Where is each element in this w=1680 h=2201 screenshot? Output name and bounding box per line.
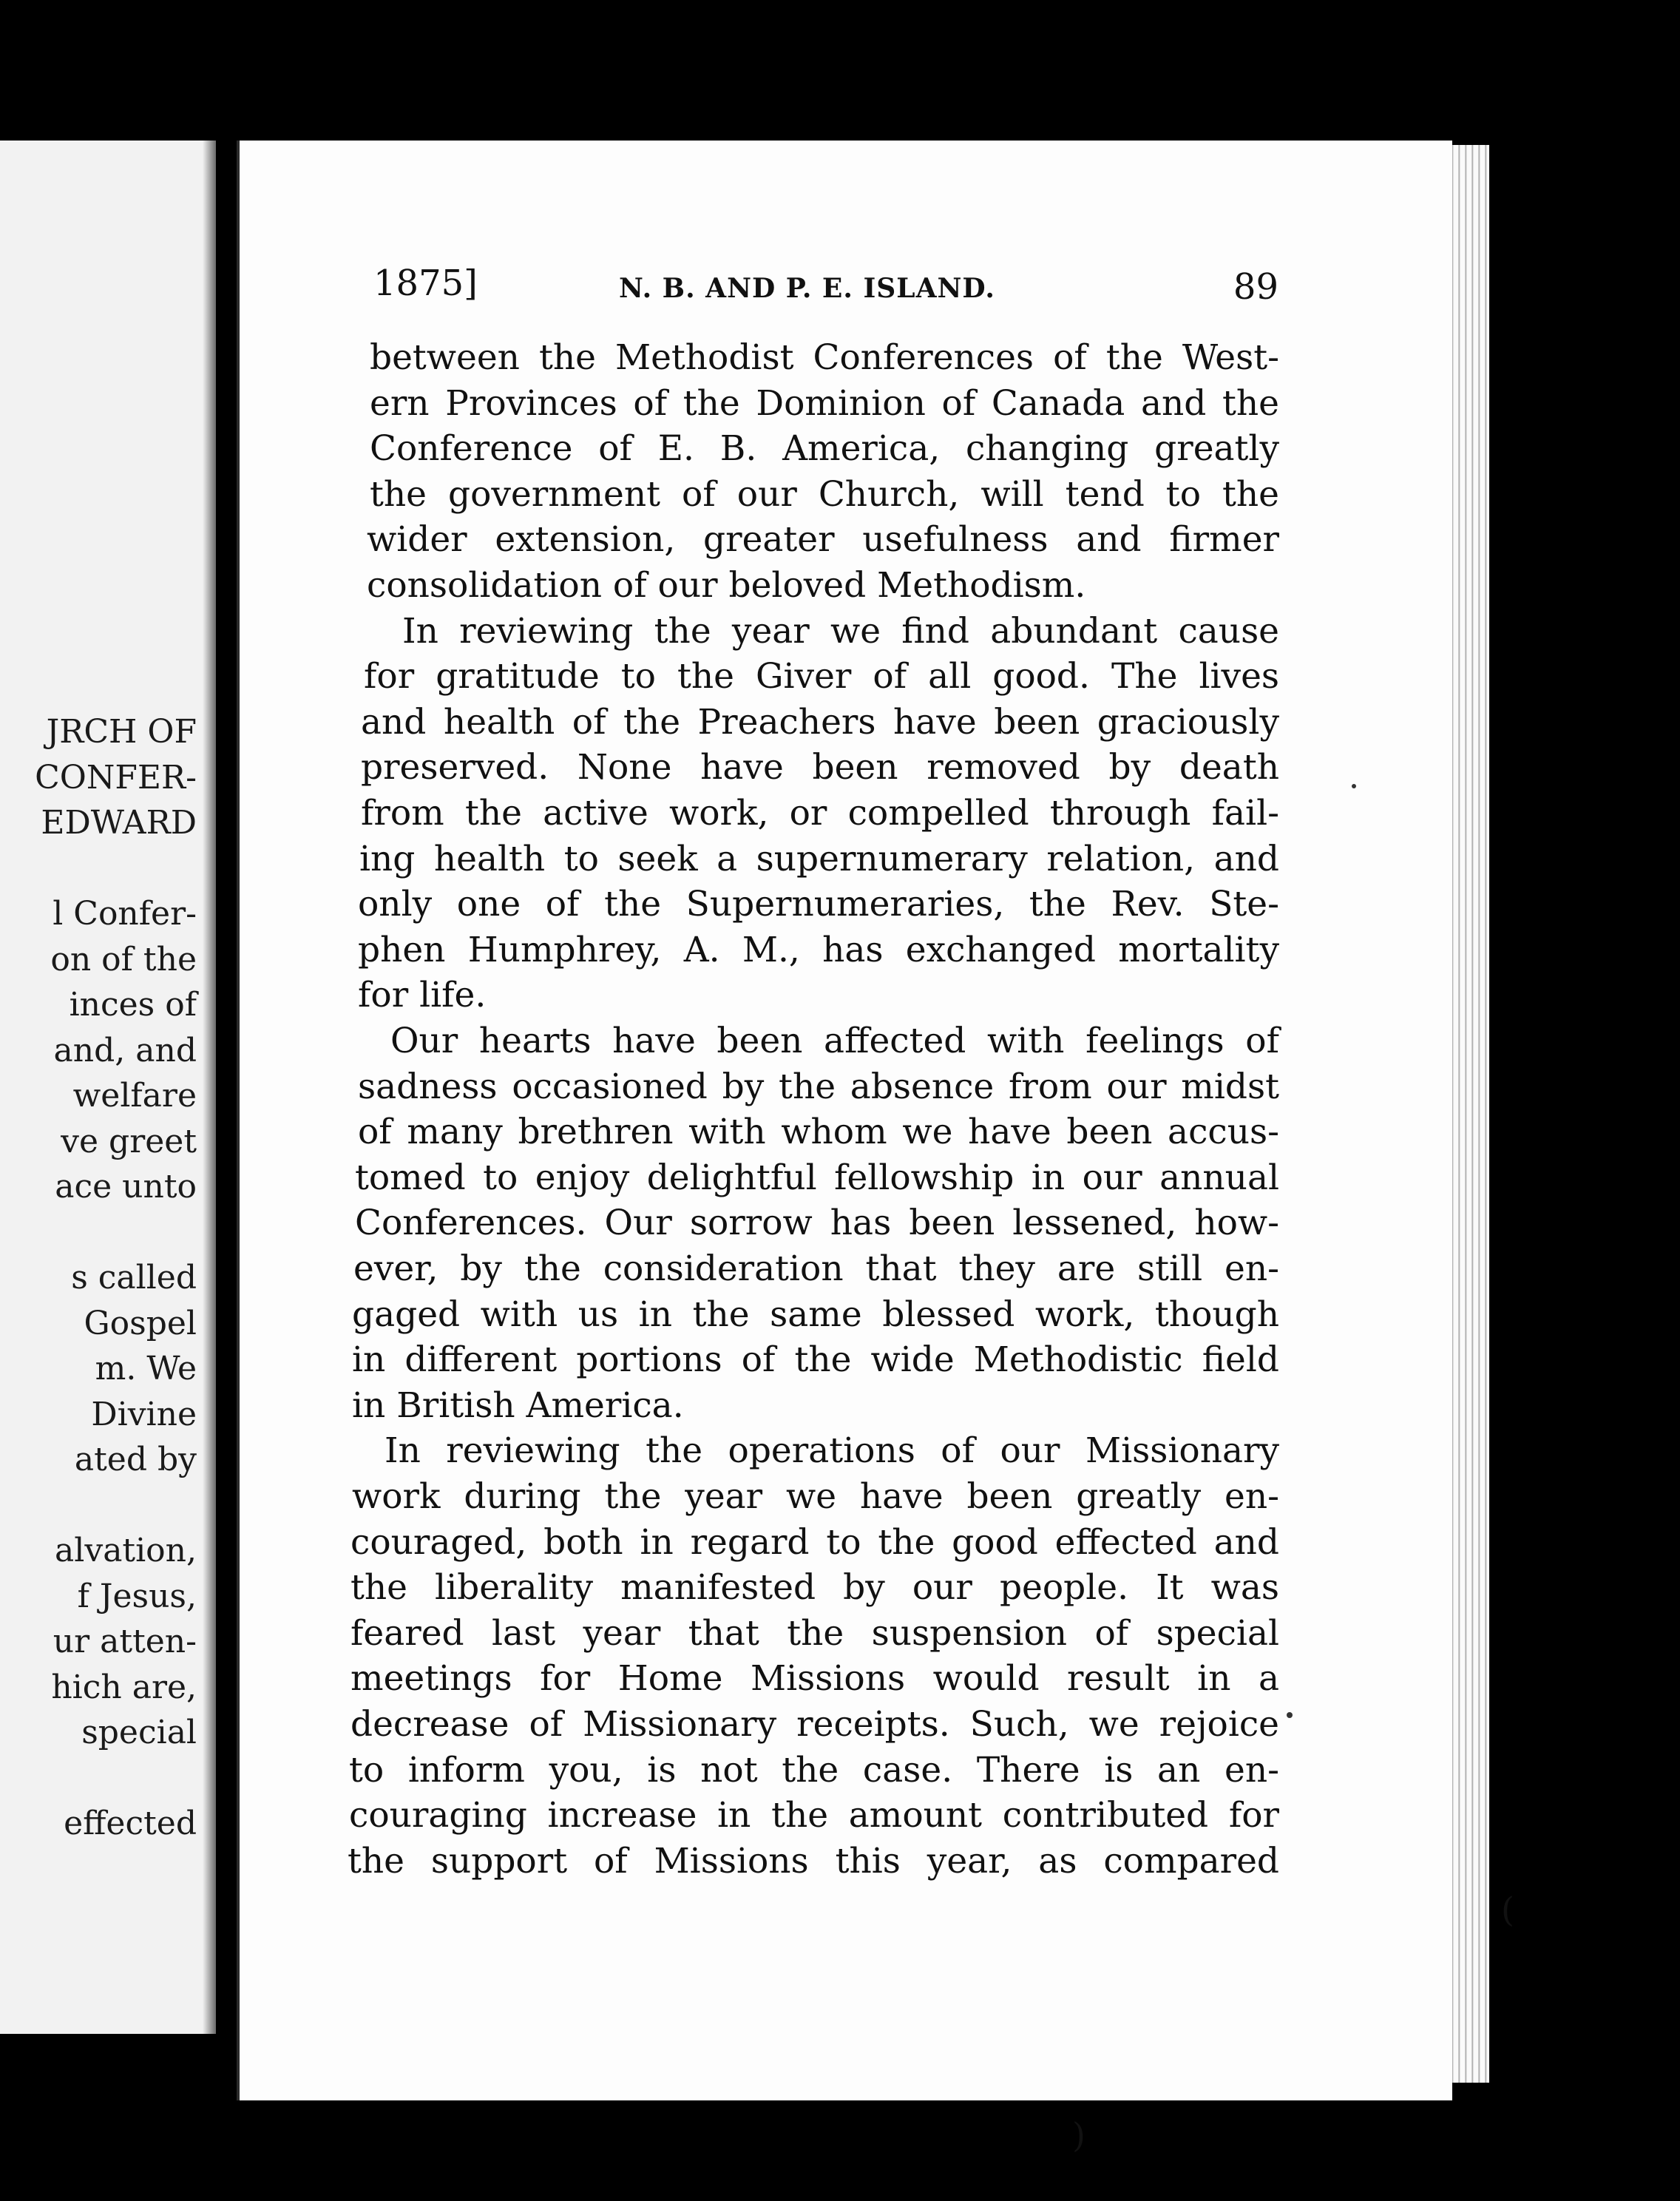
speck <box>1352 784 1356 788</box>
text-line: couraged, both in regard to the good effected and <box>350 1521 1279 1563</box>
text-line: of many brethren with whom we have been accus- <box>358 1112 1279 1153</box>
left-page-line: s called <box>71 1259 197 1296</box>
margin-mark: ) <box>1072 2115 1085 2155</box>
text-line: the liberality manifested by our people. It was <box>350 1567 1279 1609</box>
speck <box>1287 1712 1293 1718</box>
running-head <box>373 263 1284 314</box>
left-page-line: ated by <box>74 1441 197 1478</box>
text-line: wider extension, greater usefulness and firmer <box>367 519 1279 561</box>
text-line: sadness occasioned by the absence from our midst <box>358 1066 1279 1107</box>
left-page-line: on of the <box>50 940 197 978</box>
text-line: for life. <box>358 975 487 1016</box>
left-page-line: inces of <box>69 986 197 1024</box>
running-head-title: N. B. AND P. E. ISLAND. <box>619 273 995 304</box>
left-page-line: Divine <box>91 1395 197 1433</box>
text-line: phen Humphrey, A. M., has exchanged mortality <box>358 929 1279 970</box>
text-line: in different portions of the wide Methodistic field <box>352 1339 1279 1381</box>
text-line: from the active work, or compelled through fail- <box>361 793 1279 834</box>
text-line: for gratitude to the Giver of all good. The lives <box>364 656 1279 697</box>
text-line: ern Provinces of the Dominion of Canada and the <box>370 382 1279 424</box>
text-line: decrease of Missionary receipts. Such, we rejoice <box>350 1704 1279 1745</box>
left-page-line: CONFER- <box>35 758 197 797</box>
left-page-line: ve greet <box>61 1122 197 1160</box>
text-line: only one of the Supernumeraries, the Rev. Ste- <box>358 884 1279 925</box>
text-line: gaged with us in the same blessed work, though <box>352 1294 1279 1335</box>
left-page-line: Gospel <box>84 1304 197 1342</box>
gutter-shadow <box>203 141 216 2034</box>
left-page-line: alvation, <box>55 1532 197 1569</box>
text-line: meetings for Home Missions would result in a <box>350 1658 1279 1700</box>
text-line: feared last year that the suspension of special <box>350 1612 1279 1654</box>
text-line: the support of Missions this year, as compared <box>348 1840 1279 1882</box>
page-number: 89 <box>1233 266 1278 308</box>
left-page-line: JRCH OF <box>46 713 197 751</box>
running-head-year: 1875] <box>373 263 478 304</box>
text-line: couraging increase in the amount contributed for <box>349 1795 1279 1836</box>
left-page <box>0 141 216 2034</box>
left-page-line: special <box>81 1714 197 1751</box>
left-page-line: l Confer- <box>52 895 197 933</box>
left-page-line: hich are, <box>51 1668 197 1706</box>
text-line: work during the year we have been greatly en- <box>352 1476 1279 1517</box>
text-line: ever, by the consideration that they are still en- <box>353 1248 1279 1289</box>
text-line: ing health to seek a supernumerary relation, and <box>359 838 1279 879</box>
left-page-line: welfare <box>72 1077 197 1115</box>
left-page-line: f Jesus, <box>77 1577 197 1615</box>
text-line: preserved. None have been removed by death <box>361 747 1279 788</box>
left-page-line: ur atten- <box>52 1623 197 1660</box>
paragraph-first-line: In reviewing the operations of our Missionary <box>385 1430 1279 1472</box>
margin-mark: ( <box>1501 1890 1514 1930</box>
paragraph-first-line: Our hearts have been affected with feelings of <box>390 1021 1279 1061</box>
text-line: Conferences. Our sorrow has been lessened, how- <box>355 1203 1279 1244</box>
text-line: tomed to enjoy delightful fellowship in our annual <box>355 1157 1279 1198</box>
left-page-line: ace unto <box>55 1168 197 1206</box>
left-page-line: m. We <box>95 1350 197 1387</box>
paragraph-first-line: In reviewing the year we find abundant cause <box>402 610 1279 652</box>
text-line: Conference of E. B. America, changing greatly <box>370 428 1279 470</box>
text-line: the government of our Church, will tend to the <box>370 473 1279 515</box>
text-line: to inform you, is not the case. There is an en- <box>349 1749 1279 1791</box>
text-line: and health of the Preachers have been graciously <box>361 701 1279 743</box>
left-page-line: effected <box>64 1805 197 1842</box>
text-line: between the Methodist Conferences of the West- <box>370 337 1279 378</box>
left-page-line: and, and <box>53 1031 197 1069</box>
text-line: consolidation of our beloved Methodism. <box>367 565 1086 606</box>
text-line: in British America. <box>352 1384 684 1426</box>
left-page-line: EDWARD <box>41 804 197 842</box>
